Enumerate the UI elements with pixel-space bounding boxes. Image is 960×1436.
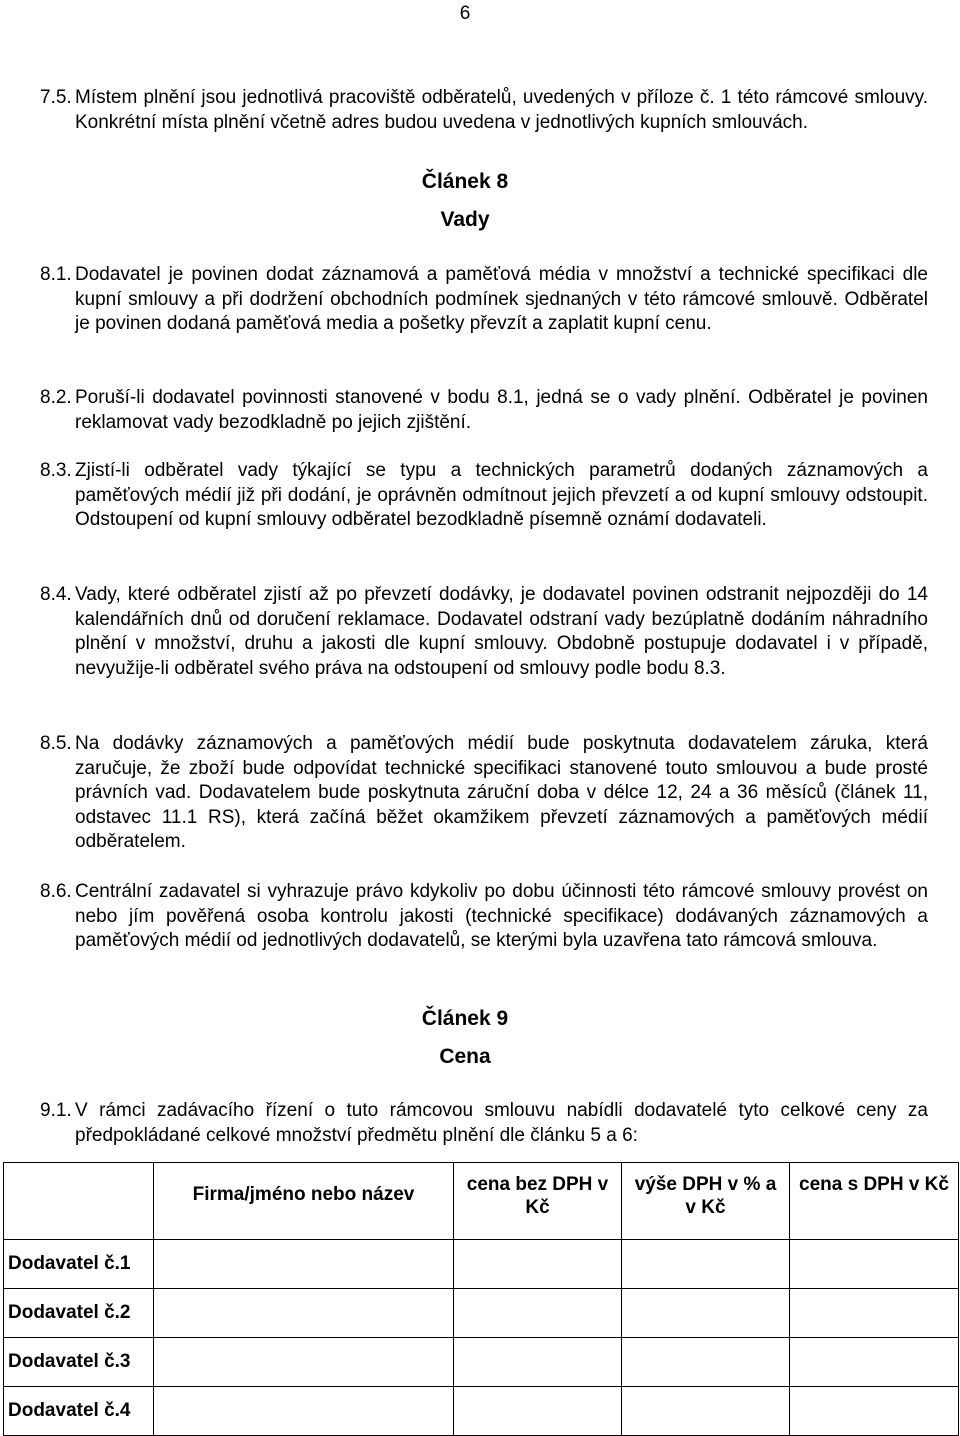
article-8-title: Článek 8: [421, 170, 509, 193]
supplier-label: Dodavatel č.3: [4, 1338, 154, 1387]
price-without-vat-cell: [454, 1289, 622, 1338]
section-9-1: [40, 1099, 928, 1148]
table-row: [4, 1338, 959, 1387]
vat-cell: [622, 1289, 790, 1338]
section-number: 7.5.: [40, 87, 72, 108]
section-8-1: [40, 263, 928, 337]
section-number: 8.5.: [40, 733, 72, 754]
section-text: Poruší-li dodavatel povinnosti stanovené v bodu 8.1, jedná se o vady plnění. Odběratel je povinen reklamovat vady bezodkladně po jejich zjištění.: [75, 387, 928, 433]
firm-name-cell: [154, 1289, 454, 1338]
table-row: [4, 1240, 959, 1289]
section-8-5: [40, 732, 928, 855]
firm-name-cell: [154, 1338, 454, 1387]
table-header-cell: cena bez DPH v Kč: [454, 1163, 622, 1240]
supplier-label: Dodavatel č.2: [4, 1289, 154, 1338]
section-8-4: [40, 583, 928, 681]
article-9-subtitle: Cena: [439, 1045, 491, 1068]
vat-cell: [622, 1387, 790, 1436]
page-number: 6: [459, 3, 471, 24]
section-text: Dodavatel je povinen dodat záznamová a paměťová média v množství a technické specifikaci dle kupní smlouvy a při dodržení obchodních podmínek sjednaných v této rámcové smlouvě. Odběratel je povinen dodaná paměťová media a pošetky převzít a zaplatit kupní cenu.: [75, 264, 928, 334]
section-text: V rámci zadávacího řízení o tuto rámcovou smlouvu nabídli dodavatelé tyto celkové ceny za předpokládané celkové množství předmětu plnění dle článku 5 a 6:: [75, 1100, 928, 1146]
section-number: 8.3.: [40, 460, 72, 481]
table-row: [4, 1289, 959, 1338]
table-header-cell: [4, 1163, 154, 1240]
section-number: 8.6.: [40, 881, 72, 902]
price-with-vat-cell: [790, 1240, 959, 1289]
article-9-title: Článek 9: [421, 1007, 509, 1030]
section-number: 8.2.: [40, 387, 72, 408]
table-header-row: [4, 1163, 959, 1240]
vat-cell: [622, 1240, 790, 1289]
vat-cell: [622, 1338, 790, 1387]
price-without-vat-cell: [454, 1387, 622, 1436]
article-8-subtitle: Vady: [440, 208, 490, 231]
price-table: [3, 1162, 959, 1436]
section-text: Místem plnění jsou jednotlivá pracoviště odběratelů, uvedených v příloze č. 1 této rámcové smlouvy. Konkrétní místa plnění včetně adres budou uvedena v jednotlivých kupních smlouvách.: [75, 87, 928, 133]
firm-name-cell: [154, 1240, 454, 1289]
section-8-6: [40, 880, 928, 954]
table-header-cell: Firma/jméno nebo název: [154, 1163, 454, 1240]
supplier-label: Dodavatel č.4: [4, 1387, 154, 1436]
price-with-vat-cell: [790, 1387, 959, 1436]
section-8-2: [40, 386, 928, 435]
section-number: 9.1.: [40, 1100, 72, 1121]
section-text: Na dodávky záznamových a paměťových médií bude poskytnuta dodavatelem záruka, která zaručuje, že zboží bude odpovídat technické specifikaci stanovené touto smlouvou a bude prosté právních vad. Dodavatelem bude poskytnuta záruční doba v délce 12, 24 a 36 měsíců (článek 11, odstavec 11.1 RS), která začíná běžet okamžikem převzetí záznamových a paměťových médií odběratelem.: [75, 733, 928, 852]
price-without-vat-cell: [454, 1338, 622, 1387]
table-row: [4, 1387, 959, 1436]
price-without-vat-cell: [454, 1240, 622, 1289]
table-header-cell: výše DPH v % a v Kč: [622, 1163, 790, 1240]
section-number: 8.4.: [40, 584, 72, 605]
section-text: Vady, které odběratel zjistí až po převzetí dodávky, je dodavatel povinen odstranit nejpozději do 14 kalendářních dnů od doručení reklamace. Dodavatel odstraní vady bezúplatně dodáním náhradního plnění v množství, druhu a jakosti dle kupní smlouvy. Obdobně postupuje dodavatel i v případě, nevyužije-li odběratel svého práva na odstoupení od smlouvy podle bodu 8.3.: [75, 584, 928, 679]
firm-name-cell: [154, 1387, 454, 1436]
section-number: 8.1.: [40, 264, 72, 285]
section-text: Centrální zadavatel si vyhrazuje právo kdykoliv po dobu účinnosti této rámcové smlouvy provést on nebo jím pověřená osoba kontrolu jakosti (technické specifikace) dodávaných záznamových a paměťových médií od jednotlivých dodavatelů, se kterými byla uzavřena tato rámcová smlouva.: [75, 881, 928, 951]
section-text: Zjistí-li odběratel vady týkající se typu a technických parametrů dodaných záznamových a paměťových médií již při dodání, je oprávněn odmítnout jejich převzetí a od kupní smlouvy odstoupit. Odstoupení od kupní smlouvy odběratel bezodkladně písemně oznámí dodavateli.: [75, 460, 928, 530]
section-8-3: [40, 459, 928, 533]
price-with-vat-cell: [790, 1338, 959, 1387]
section-7-5: [40, 86, 928, 135]
price-with-vat-cell: [790, 1289, 959, 1338]
supplier-label: Dodavatel č.1: [4, 1240, 154, 1289]
table-header-cell: cena s DPH v Kč: [790, 1163, 959, 1240]
